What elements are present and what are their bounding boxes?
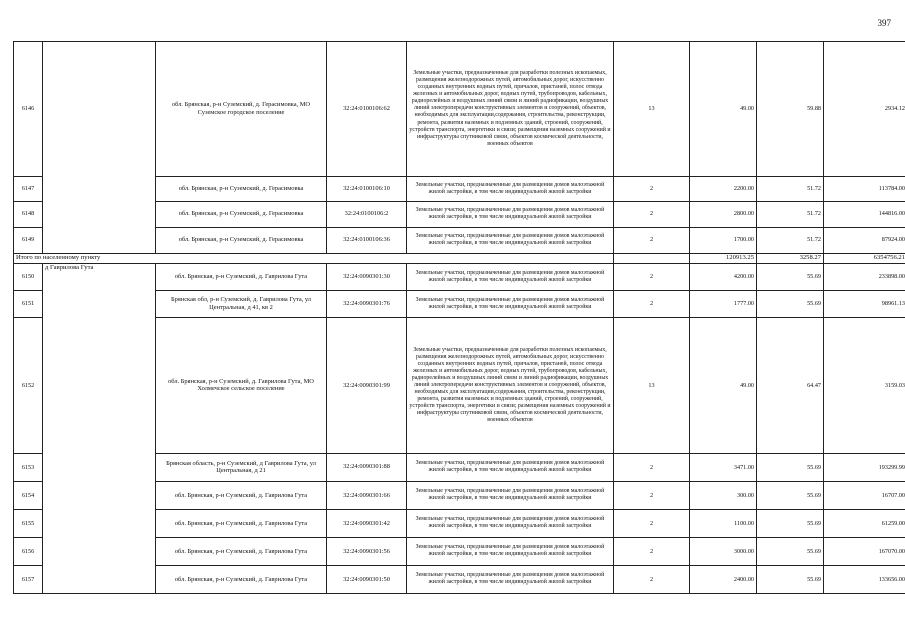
land-use-cell: Земельные участки, предназначенные для размещения домов малоэтажной жилой застройки, в том числе индивидуальной жилой застройки: [407, 176, 614, 201]
cadastral-number-cell: 32:24:0090301:50: [327, 565, 407, 593]
land-use-cell: Земельные участки, предназначенные для размещения домов малоэтажной жилой застройки, в том числе индивидуальной жилой застройки: [407, 201, 614, 227]
row-number: 6149: [14, 227, 43, 253]
row-number: 6147: [14, 176, 43, 201]
table-body-part1: [14, 42, 905, 254]
cadastral-number-cell: 32:24:0090301:99: [327, 317, 407, 453]
area-cell: 1100.00: [690, 509, 757, 537]
land-use-cell: Земельные участки, предназначенные для размещения домов малоэтажной жилой застройки, в том числе индивидуальной жилой застройки: [407, 264, 614, 291]
area-cell: 300.00: [690, 481, 757, 509]
cadastral-value-cell: 16707.00: [824, 481, 905, 509]
row-number: 6148: [14, 201, 43, 227]
cadastral-number-cell: 32:24:0100106:62: [327, 42, 407, 177]
cadastral-number-cell: 32:24:0100106:10: [327, 176, 407, 201]
category-cell: 2: [614, 453, 690, 481]
area-cell: 2200.00: [690, 176, 757, 201]
cadastral-number-cell: 32:24:0090301:56: [327, 537, 407, 565]
area-cell: 4200.00: [690, 264, 757, 291]
category-cell: 2: [614, 176, 690, 201]
address-cell: Брянская обл, р-н Суземский, д. Гаврилова Гута, ул Центральная, д 41, кв 2: [156, 291, 327, 318]
category-cell: 13: [614, 317, 690, 453]
row-number: 6151: [14, 291, 43, 318]
cadastral-value-cell: 193299.99: [824, 453, 905, 481]
cadastral-value-cell: 233898.00: [824, 264, 905, 291]
total-label: Итого по населенному пункту: [14, 253, 614, 263]
rate-cell: 55.69: [757, 565, 824, 593]
land-use-cell: Земельные участки, предназначенные для размещения домов малоэтажной жилой застройки, в том числе индивидуальной жилой застройки: [407, 291, 614, 318]
category-cell: 13: [614, 42, 690, 177]
rate-cell: 51.72: [757, 201, 824, 227]
area-cell: 1777.00: [690, 291, 757, 318]
cadastral-number-cell: 32:24:0090301:66: [327, 481, 407, 509]
total-spacer: [614, 253, 690, 263]
category-cell: 2: [614, 291, 690, 318]
total-value: 6354756.21: [824, 253, 905, 263]
rate-cell: 55.69: [757, 453, 824, 481]
rate-cell: 55.69: [757, 509, 824, 537]
area-cell: 1700.00: [690, 227, 757, 253]
cadastral-number-cell: 32:24:0100106:2: [327, 201, 407, 227]
locality-cell: [43, 42, 156, 254]
land-use-cell: Земельные участки, предназначенные для размещения домов малоэтажной жилой застройки, в том числе индивидуальной жилой застройки: [407, 453, 614, 481]
cadastral-value-cell: 61259.00: [824, 509, 905, 537]
address-cell: обл. Брянская, р-н Суземский, д. Герасимовка: [156, 176, 327, 201]
land-use-cell: Земельные участки, предназначенные для размещения домов малоэтажной жилой застройки, в том числе индивидуальной жилой застройки: [407, 565, 614, 593]
land-use-cell: Земельные участки, предназначенные для разработки полезных ископаемых, размещения железнодорожных путей, автомобильных дорог, искусственно созданных внутренних водных путей, причалов, пристаней, полос отвода железных и автомобильных дорог, водных путей, трубопроводов, кабельных, радиорелейных и воздушных линий связи и линий радиофикации, воздушных линий электропередачи конструктивных элементов и сооружений, объектов, необходимых для эксплуатации,содержания, строительства, реконструкции, ремонта, развития наземных и подземных зданий, строений, сооружений, устройств транспорта, энергетики и связи; размещения наземных сооружений и инфраструктуры спутниковой связи, объектов космической деятельности, военных объектов: [407, 42, 614, 177]
cadastral-number-cell: 32:24:0090301:88: [327, 453, 407, 481]
land-use-cell: Земельные участки, предназначенные для размещения домов малоэтажной жилой застройки, в том числе индивидуальной жилой застройки: [407, 481, 614, 509]
land-use-cell: Земельные участки, предназначенные для разработки полезных ископаемых, размещения железнодорожных путей, автомобильных дорог, искусственно созданных внутренних водных путей, причалов, пристаней, полос отвода железных и автомобильных дорог, водных путей, трубопроводов, кабельных, радиорелейных и воздушных линий связи и линий радиофикации, воздушных линий электропередачи конструктивных элементов и сооружений, объектов, необходимых для эксплуатации,содержания, строительства, реконструкции, ремонта, развития наземных и подземных зданий, строений, сооружений, устройств транспорта, энергетики и связи; размещения наземных сооружений и инфраструктуры спутниковой связи, объектов космической деятельности, военных объектов: [407, 317, 614, 453]
address-cell: обл. Брянская, р-н Суземский, д. Гаврилова Гута: [156, 537, 327, 565]
cadastral-number-cell: 32:24:0100106:36: [327, 227, 407, 253]
category-cell: 2: [614, 509, 690, 537]
cadastral-value-cell: 133656.00: [824, 565, 905, 593]
category-cell: 2: [614, 201, 690, 227]
total-rate: 3258.27: [757, 253, 824, 263]
area-cell: 49.00: [690, 42, 757, 177]
cadastral-number-cell: 32:24:0090301:42: [327, 509, 407, 537]
cadastral-value-cell: 87924.00: [824, 227, 905, 253]
category-cell: 2: [614, 227, 690, 253]
rate-cell: 55.69: [757, 481, 824, 509]
address-cell: обл. Брянская, р-н Суземский, д. Гаврилова Гута, МО Холмечское сельское поселение: [156, 317, 327, 453]
area-cell: 3471.00: [690, 453, 757, 481]
area-cell: 2400.00: [690, 565, 757, 593]
row-number: 6154: [14, 481, 43, 509]
category-cell: 2: [614, 264, 690, 291]
address-cell: обл. Брянская, р-н Суземский, д. Герасимовка: [156, 227, 327, 253]
page-number: 397: [877, 18, 891, 28]
total-row: [14, 253, 905, 263]
land-use-cell: Земельные участки, предназначенные для размещения домов малоэтажной жилой застройки, в том числе индивидуальной жилой застройки: [407, 509, 614, 537]
cadastral-value-cell: 2934.12: [824, 42, 905, 177]
cadastral-value-cell: 167070.00: [824, 537, 905, 565]
rate-cell: 51.72: [757, 176, 824, 201]
rate-cell: 55.69: [757, 291, 824, 318]
row-number: 6156: [14, 537, 43, 565]
table-row: [14, 264, 905, 291]
address-cell: обл. Брянская, р-н Суземский, д. Гаврилова Гута: [156, 481, 327, 509]
address-cell: обл. Брянская, р-н Суземский, д. Герасимовка, МО Суземское городское поселение: [156, 42, 327, 177]
cadastral-value-cell: 3159.03: [824, 317, 905, 453]
area-cell: 49.00: [690, 317, 757, 453]
table-body-part2: [14, 264, 905, 594]
table-total: [14, 253, 905, 263]
category-cell: 2: [614, 565, 690, 593]
row-number: 6150: [14, 264, 43, 291]
category-cell: 2: [614, 481, 690, 509]
cadastral-number-cell: 32:24:0090301:76: [327, 291, 407, 318]
address-cell: обл. Брянская, р-н Суземский, д. Гаврилова Гута: [156, 264, 327, 291]
rate-cell: 55.69: [757, 264, 824, 291]
locality-cell: д Гаврилова Гута: [43, 264, 156, 594]
cadastral-number-cell: 32:24:0090301:30: [327, 264, 407, 291]
address-cell: обл. Брянская, р-н Суземский, д. Гаврилова Гута: [156, 509, 327, 537]
area-cell: 2800.00: [690, 201, 757, 227]
cadastral-value-cell: 144816.00: [824, 201, 905, 227]
rate-cell: 55.69: [757, 537, 824, 565]
cadastral-value-cell: 113784.00: [824, 176, 905, 201]
land-use-cell: Земельные участки, предназначенные для размещения домов малоэтажной жилой застройки, в том числе индивидуальной жилой застройки: [407, 227, 614, 253]
area-cell: 3000.00: [690, 537, 757, 565]
category-cell: 2: [614, 537, 690, 565]
row-number: 6157: [14, 565, 43, 593]
rate-cell: 51.72: [757, 227, 824, 253]
land-register-table: [13, 41, 905, 594]
table-row: [14, 42, 905, 177]
address-cell: обл. Брянская, р-н Суземский, д. Гаврилова Гута: [156, 565, 327, 593]
rate-cell: 64.47: [757, 317, 824, 453]
row-number: 6146: [14, 42, 43, 177]
row-number: 6152: [14, 317, 43, 453]
row-number: 6155: [14, 509, 43, 537]
land-use-cell: Земельные участки, предназначенные для размещения домов малоэтажной жилой застройки, в том числе индивидуальной жилой застройки: [407, 537, 614, 565]
address-cell: обл. Брянская, р-н Суземский, д. Герасимовка: [156, 201, 327, 227]
rate-cell: 59.88: [757, 42, 824, 177]
row-number: 6153: [14, 453, 43, 481]
cadastral-value-cell: 98961.13: [824, 291, 905, 318]
total-area: 120913.25: [690, 253, 757, 263]
address-cell: Брянская область, р-н Суземский, д Гаврилова Гута, ул Центральная, д 21: [156, 453, 327, 481]
